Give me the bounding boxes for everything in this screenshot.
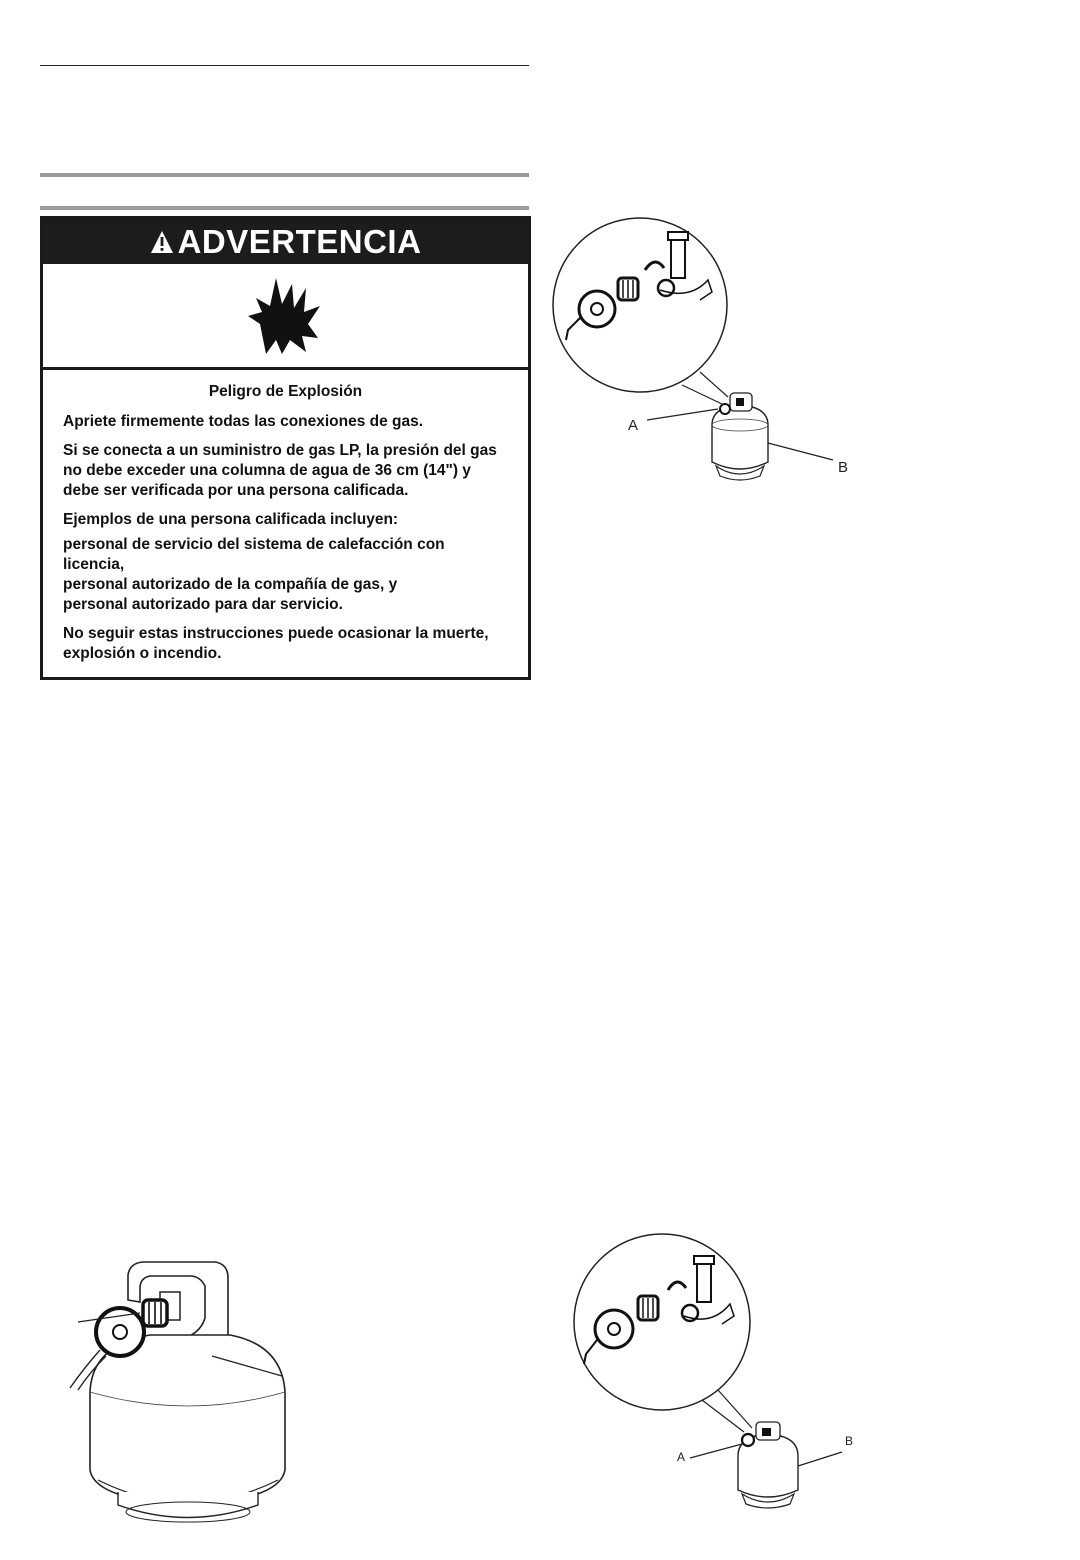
warning-line-4: personal de servicio del sistema de calefacción con licencia, (63, 536, 445, 573)
warning-title: Peligro de Explosión (208, 383, 363, 400)
warning-line-2: Si se conecta a un suministro de gas LP, la presión del gas no debe exceder una columna de agua de 36 cm (14") y debe ser verificada por una persona calificada. (63, 442, 497, 499)
warning-line-5: personal autorizado de la compañía de gas, y (63, 576, 398, 593)
warning-header-text: ADVERTENCIA (177, 222, 422, 260)
label-b-bottom: B (845, 1434, 854, 1448)
warning-line-6: personal autorizado para dar servicio. (63, 596, 343, 613)
label-b-top: B (838, 459, 849, 476)
label-a-bottom: A (677, 1450, 686, 1464)
label-a-top: A (628, 417, 639, 434)
warning-line-1: Apriete firmemente todas las conexiones de gas. (63, 413, 424, 430)
warning-line-7: No seguir estas instrucciones puede ocasionar la muerte, explosión o incendio. (63, 625, 489, 662)
warning-line-3: Ejemplos de una persona calificada incluyen: (63, 511, 399, 528)
